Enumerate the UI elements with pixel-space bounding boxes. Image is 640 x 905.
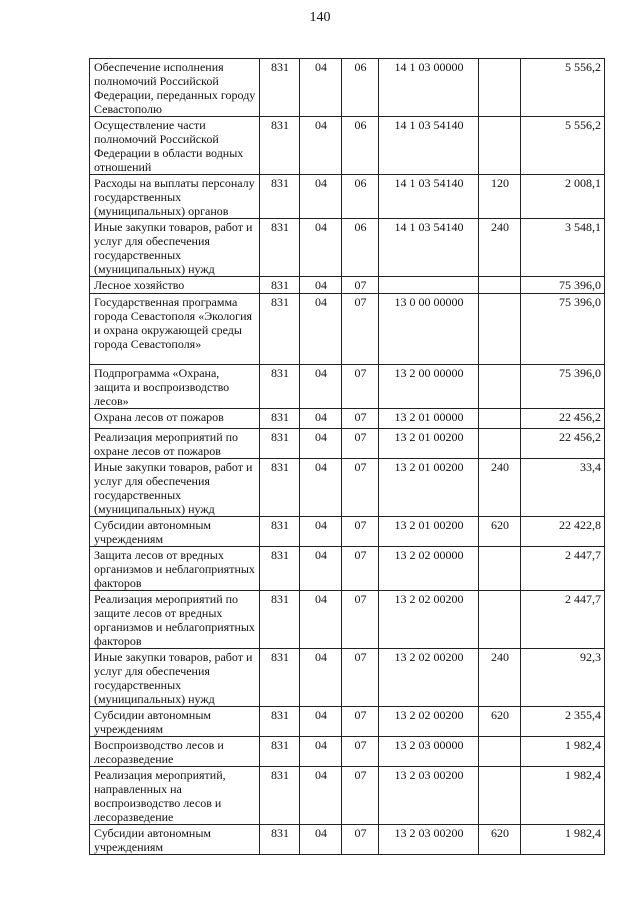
row-target-article-cell: 13 2 02 00200 — [379, 707, 479, 737]
row-target-article-cell — [379, 277, 479, 294]
row-grbs-cell: 831 — [260, 517, 300, 547]
table-row — [90, 117, 605, 175]
row-expense-type-cell: 620 — [479, 825, 521, 855]
row-amount-cell: 22 456,2 — [521, 429, 605, 459]
row-amount-cell: 2 008,1 — [521, 175, 605, 219]
row-target-article-cell: 14 1 03 00000 — [379, 59, 479, 117]
row-expense-type-cell — [479, 429, 521, 459]
table-row — [90, 429, 605, 459]
row-grbs-cell: 831 — [260, 219, 300, 277]
row-section-cell: 04 — [300, 649, 342, 707]
row-name-cell: Осуществление части полномочий Российской Федерации в области водных отношений — [90, 117, 260, 175]
row-subsection-cell: 07 — [342, 409, 379, 429]
row-subsection-cell: 06 — [342, 175, 379, 219]
table-row — [90, 767, 605, 825]
row-grbs-cell: 831 — [260, 459, 300, 517]
row-amount-cell: 1 982,4 — [521, 767, 605, 825]
row-amount-cell: 33,4 — [521, 459, 605, 517]
row-subsection-cell: 06 — [342, 59, 379, 117]
row-name-cell: Субсидии автономным учреждениям — [90, 707, 260, 737]
row-grbs-cell: 831 — [260, 409, 300, 429]
row-subsection-cell: 07 — [342, 649, 379, 707]
row-expense-type-cell — [479, 737, 521, 767]
table-row — [90, 175, 605, 219]
row-name-cell: Иные закупки товаров, работ и услуг для обеспечения государственных (муниципальных) нужд — [90, 459, 260, 517]
row-grbs-cell: 831 — [260, 547, 300, 591]
row-amount-cell: 2 447,7 — [521, 591, 605, 649]
row-expense-type-cell — [479, 59, 521, 117]
row-amount-cell: 5 556,2 — [521, 117, 605, 175]
row-subsection-cell: 07 — [342, 591, 379, 649]
row-target-article-cell: 13 2 01 00200 — [379, 459, 479, 517]
row-target-article-cell: 13 2 02 00200 — [379, 591, 479, 649]
row-amount-cell: 92,3 — [521, 649, 605, 707]
row-section-cell: 04 — [300, 59, 342, 117]
row-grbs-cell: 831 — [260, 175, 300, 219]
row-target-article-cell: 13 2 00 00000 — [379, 365, 479, 409]
row-amount-cell: 75 396,0 — [521, 294, 605, 365]
row-name-cell: Защита лесов от вредных организмов и неблагоприятных факторов — [90, 547, 260, 591]
row-target-article-cell: 14 1 03 54140 — [379, 175, 479, 219]
row-amount-cell: 2 447,7 — [521, 547, 605, 591]
row-amount-cell: 75 396,0 — [521, 277, 605, 294]
row-target-article-cell: 13 2 01 00000 — [379, 409, 479, 429]
row-section-cell: 04 — [300, 365, 342, 409]
row-section-cell: 04 — [300, 429, 342, 459]
table-row — [90, 517, 605, 547]
row-section-cell: 04 — [300, 219, 342, 277]
row-expense-type-cell: 620 — [479, 707, 521, 737]
row-name-cell: Иные закупки товаров, работ и услуг для обеспечения государственных (муниципальных) нужд — [90, 219, 260, 277]
row-subsection-cell: 07 — [342, 547, 379, 591]
row-amount-cell: 3 548,1 — [521, 219, 605, 277]
row-expense-type-cell — [479, 117, 521, 175]
row-name-cell: Государственная программа города Севастополя «Экология и охрана окружающей среды города Севастополя» — [90, 294, 260, 365]
row-expense-type-cell: 240 — [479, 459, 521, 517]
row-target-article-cell: 13 2 02 00000 — [379, 547, 479, 591]
row-grbs-cell: 831 — [260, 707, 300, 737]
row-amount-cell: 5 556,2 — [521, 59, 605, 117]
row-grbs-cell: 831 — [260, 591, 300, 649]
row-amount-cell: 1 982,4 — [521, 737, 605, 767]
row-grbs-cell: 831 — [260, 59, 300, 117]
row-section-cell: 04 — [300, 767, 342, 825]
table-row — [90, 459, 605, 517]
row-subsection-cell: 06 — [342, 117, 379, 175]
row-target-article-cell: 14 1 03 54140 — [379, 219, 479, 277]
row-expense-type-cell: 120 — [479, 175, 521, 219]
row-target-article-cell: 14 1 03 54140 — [379, 117, 479, 175]
row-expense-type-cell — [479, 591, 521, 649]
row-name-cell: Субсидии автономным учреждениям — [90, 517, 260, 547]
row-section-cell: 04 — [300, 737, 342, 767]
row-section-cell: 04 — [300, 409, 342, 429]
row-section-cell: 04 — [300, 547, 342, 591]
row-subsection-cell: 07 — [342, 294, 379, 365]
row-amount-cell: 22 422,8 — [521, 517, 605, 547]
table-row — [90, 219, 605, 277]
row-name-cell: Расходы на выплаты персоналу государственных (муниципальных) органов — [90, 175, 260, 219]
row-target-article-cell: 13 2 03 00200 — [379, 767, 479, 825]
table-row — [90, 707, 605, 737]
budget-table — [89, 58, 605, 855]
row-grbs-cell: 831 — [260, 294, 300, 365]
row-name-cell: Реализация мероприятий по охране лесов от пожаров — [90, 429, 260, 459]
table-row — [90, 737, 605, 767]
row-expense-type-cell — [479, 365, 521, 409]
row-subsection-cell: 07 — [342, 459, 379, 517]
row-subsection-cell: 07 — [342, 707, 379, 737]
row-section-cell: 04 — [300, 591, 342, 649]
row-name-cell: Реализация мероприятий по защите лесов от вредных организмов и неблагоприятных факторов — [90, 591, 260, 649]
row-expense-type-cell — [479, 767, 521, 825]
row-name-cell: Лесное хозяйство — [90, 277, 260, 294]
row-expense-type-cell — [479, 547, 521, 591]
row-section-cell: 04 — [300, 517, 342, 547]
row-grbs-cell: 831 — [260, 117, 300, 175]
row-grbs-cell: 831 — [260, 277, 300, 294]
table-row — [90, 277, 605, 294]
row-grbs-cell: 831 — [260, 825, 300, 855]
row-subsection-cell: 07 — [342, 767, 379, 825]
row-section-cell: 04 — [300, 459, 342, 517]
row-name-cell: Реализация мероприятий, направленных на воспроизводство лесов и лесоразведение — [90, 767, 260, 825]
row-target-article-cell: 13 2 01 00200 — [379, 429, 479, 459]
row-subsection-cell: 07 — [342, 825, 379, 855]
row-expense-type-cell — [479, 277, 521, 294]
row-expense-type-cell — [479, 294, 521, 365]
row-section-cell: 04 — [300, 707, 342, 737]
table-row — [90, 294, 605, 365]
row-name-cell: Воспроизводство лесов и лесоразведение — [90, 737, 260, 767]
row-target-article-cell: 13 0 00 00000 — [379, 294, 479, 365]
row-expense-type-cell — [479, 409, 521, 429]
budget-table-body — [90, 59, 605, 855]
table-row — [90, 365, 605, 409]
table-row — [90, 547, 605, 591]
page-number: 140 — [309, 10, 331, 25]
row-grbs-cell: 831 — [260, 737, 300, 767]
row-amount-cell: 1 982,4 — [521, 825, 605, 855]
row-amount-cell: 75 396,0 — [521, 365, 605, 409]
row-target-article-cell: 13 2 02 00200 — [379, 649, 479, 707]
row-section-cell: 04 — [300, 825, 342, 855]
row-section-cell: 04 — [300, 294, 342, 365]
table-row — [90, 825, 605, 855]
row-name-cell: Иные закупки товаров, работ и услуг для обеспечения государственных (муниципальных) нужд — [90, 649, 260, 707]
row-grbs-cell: 831 — [260, 767, 300, 825]
row-subsection-cell: 07 — [342, 365, 379, 409]
row-section-cell: 04 — [300, 175, 342, 219]
row-expense-type-cell: 240 — [479, 219, 521, 277]
row-subsection-cell: 07 — [342, 277, 379, 294]
row-subsection-cell: 07 — [342, 429, 379, 459]
table-row — [90, 59, 605, 117]
row-name-cell: Подпрограмма «Охрана, защита и воспроизводство лесов» — [90, 365, 260, 409]
table-row — [90, 649, 605, 707]
row-amount-cell: 2 355,4 — [521, 707, 605, 737]
row-section-cell: 04 — [300, 277, 342, 294]
row-expense-type-cell: 240 — [479, 649, 521, 707]
row-name-cell: Охрана лесов от пожаров — [90, 409, 260, 429]
row-target-article-cell: 13 2 03 00000 — [379, 737, 479, 767]
row-target-article-cell: 13 2 01 00200 — [379, 517, 479, 547]
row-subsection-cell: 06 — [342, 219, 379, 277]
row-expense-type-cell: 620 — [479, 517, 521, 547]
row-subsection-cell: 07 — [342, 517, 379, 547]
row-name-cell: Субсидии автономным учреждениям — [90, 825, 260, 855]
row-section-cell: 04 — [300, 117, 342, 175]
row-grbs-cell: 831 — [260, 429, 300, 459]
table-row — [90, 409, 605, 429]
row-amount-cell: 22 456,2 — [521, 409, 605, 429]
row-target-article-cell: 13 2 03 00200 — [379, 825, 479, 855]
row-grbs-cell: 831 — [260, 649, 300, 707]
row-name-cell: Обеспечение исполнения полномочий Российской Федерации, переданных городу Севастополю — [90, 59, 260, 117]
table-row — [90, 591, 605, 649]
row-subsection-cell: 07 — [342, 737, 379, 767]
row-grbs-cell: 831 — [260, 365, 300, 409]
